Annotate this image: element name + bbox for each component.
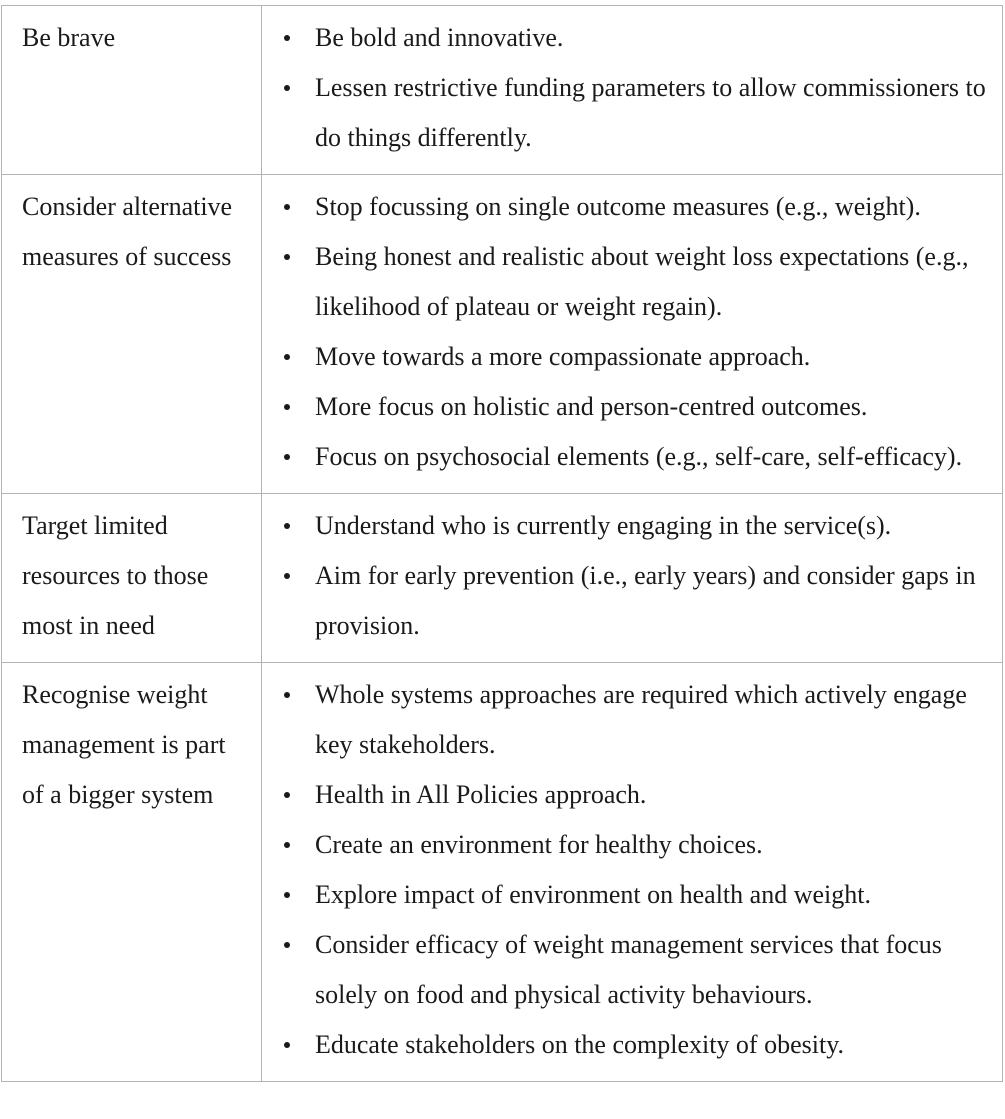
table-row bbox=[2, 6, 1003, 175]
list-item: Lessen restrictive funding parameters to allow commissioners to do things differently. bbox=[262, 63, 988, 163]
list-item: Aim for early prevention (i.e., early years) and consider gaps in provision. bbox=[262, 551, 988, 651]
bullet-list bbox=[262, 670, 988, 1070]
table-row bbox=[2, 494, 1003, 663]
theme-cell: Be brave bbox=[2, 6, 262, 175]
points-cell bbox=[262, 6, 1003, 175]
list-item: Move towards a more compassionate approach. bbox=[262, 332, 988, 382]
list-item: Consider efficacy of weight management services that focus solely on food and physical activity behaviours. bbox=[262, 920, 988, 1020]
list-item: Focus on psychosocial elements (e.g., self-care, self-efficacy). bbox=[262, 432, 988, 482]
list-item: Be bold and innovative. bbox=[262, 13, 988, 63]
table-row bbox=[2, 175, 1003, 494]
list-item: Health in All Policies approach. bbox=[262, 770, 988, 820]
list-item: Educate stakeholders on the complexity of obesity. bbox=[262, 1020, 988, 1070]
bullet-list bbox=[262, 501, 988, 651]
list-item: Explore impact of environment on health and weight. bbox=[262, 870, 988, 920]
theme-cell: Consider alternative measures of success bbox=[2, 175, 262, 494]
list-item: Understand who is currently engaging in the service(s). bbox=[262, 501, 988, 551]
list-item: More focus on holistic and person-centred outcomes. bbox=[262, 382, 988, 432]
list-item: Being honest and realistic about weight loss expectations (e.g., likelihood of plateau or weight regain). bbox=[262, 232, 988, 332]
recommendations-table bbox=[1, 5, 1003, 1082]
theme-cell: Recognise weight management is part of a bigger system bbox=[2, 663, 262, 1082]
points-cell bbox=[262, 494, 1003, 663]
bullet-list bbox=[262, 13, 988, 163]
list-item: Whole systems approaches are required which actively engage key stakeholders. bbox=[262, 670, 988, 770]
bullet-list bbox=[262, 182, 988, 482]
points-cell bbox=[262, 175, 1003, 494]
theme-cell: Target limited resources to those most in need bbox=[2, 494, 262, 663]
table-row bbox=[2, 663, 1003, 1082]
list-item: Create an environment for healthy choices. bbox=[262, 820, 988, 870]
points-cell bbox=[262, 663, 1003, 1082]
list-item: Stop focussing on single outcome measures (e.g., weight). bbox=[262, 182, 988, 232]
